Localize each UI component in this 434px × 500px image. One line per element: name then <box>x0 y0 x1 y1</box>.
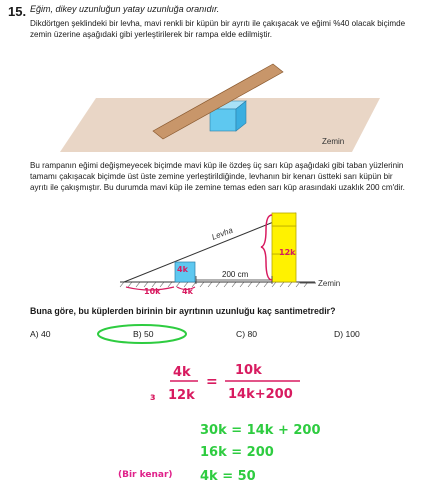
hw-arrow-mark: ɜ <box>150 392 156 403</box>
hw-frac-right-num: 10k <box>235 363 262 378</box>
hw-line-2: 30k = 14k + 200 <box>200 423 321 438</box>
hw-frac-left-den: 12k <box>168 388 195 403</box>
floor-label-2: Zemin <box>318 279 341 288</box>
option-b-value: 50 <box>143 329 154 339</box>
hw-line-4-label: (Bir kenar) <box>118 470 173 480</box>
red-brace-tower <box>261 215 272 280</box>
option-a-value: 40 <box>40 329 51 339</box>
floor-label-1: Zemin <box>322 137 345 146</box>
hw-equals: = <box>206 374 218 390</box>
red-annotation-12k: 12k <box>279 248 296 257</box>
question-number: 15. <box>8 4 27 19</box>
paragraph-2: Bu rampanın eğimi değişmeyecek biçimde mavi küp ile özdeş üç sarı küp aşağıdaki gibi taban yüzlerinin tamamı çakışacak biçimde üst üste zemine yerleştirildiğinde, levhanın bir kenarı üstteki sarı küpün bir ayrıtı ile çakışmıştır. Bu durumda mavi küp ile zemine temas eden sarı küp arasındaki uzaklık 200 cm'dir. <box>30 161 405 192</box>
option-c-value: 80 <box>247 329 258 339</box>
yellow-cube-bottom <box>272 254 296 282</box>
red-annotation-4k-height: 4k <box>177 265 188 274</box>
distance-label: 200 cm <box>222 270 249 279</box>
blue-cube-front <box>210 109 236 131</box>
hw-fraction-left <box>168 365 198 403</box>
red-annotation-10k: 10k <box>144 287 161 296</box>
hw-frac-left-num: 4k <box>173 365 191 380</box>
plank-line <box>124 213 296 282</box>
option-a-letter: A) <box>30 329 39 339</box>
hw-fraction-right <box>225 363 300 402</box>
option-d-value: 100 <box>345 329 360 339</box>
option-d-letter: D) <box>334 329 344 339</box>
red-annotation-4k-base: 4k <box>182 287 193 296</box>
hw-line-4: 4k = 50 <box>200 469 256 484</box>
slope-definition-note: Eğim, dikey uzunluğun yatay uzunluğa oranıdır. <box>30 4 220 14</box>
paragraph-1: Dikdörtgen şeklindeki bir levha, mavi renkli bir küpün bir ayrıtı ile çakışacak ve eğimi %40 olacak biçimde zemin üzerine aşağıdaki gibi yerleştirilerek bir rampa elde edilmiştir. <box>30 19 406 39</box>
question-prompt: Buna göre, bu küplerden birinin bir ayrıtının uzunluğu kaç santimetredir? <box>30 306 336 316</box>
answer-circle <box>98 325 186 343</box>
plank-label: Levha <box>210 225 235 242</box>
yellow-cube-top <box>272 213 296 226</box>
hw-line-3: 16k = 200 <box>200 445 274 460</box>
option-b-letter: B) <box>133 329 142 339</box>
option-c-letter: C) <box>236 329 246 339</box>
hw-frac-right-den: 14k+200 <box>228 387 293 402</box>
